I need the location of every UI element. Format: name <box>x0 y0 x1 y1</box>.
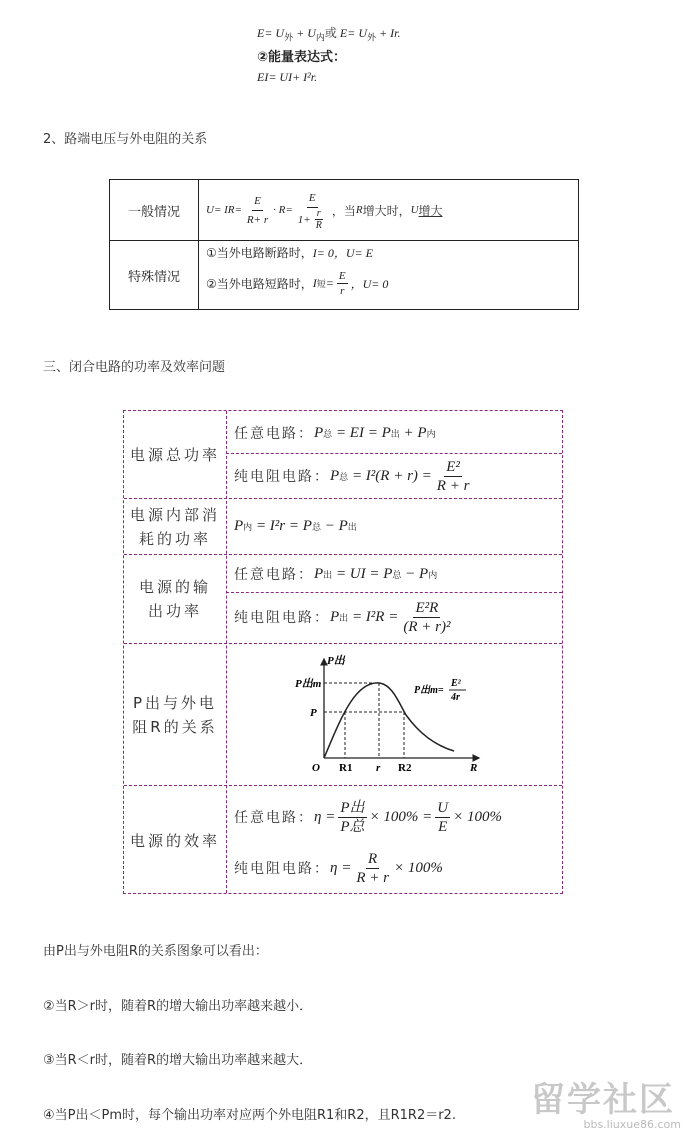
graph-p-label: P <box>310 707 317 719</box>
total-power-pure-resistor: 纯电阻电路： P 总 = I²(R + r) = $\frac{\text{E²}}{R + r}$ <box>234 458 470 494</box>
open-circuit-line: ①当外电路断路时，I= 0，U= E <box>206 246 373 260</box>
graph-pmax-label: P出m= <box>414 685 444 696</box>
output-power-any-circuit: 任意电路： P 出 = UI = P 总 − P 内 <box>234 565 438 583</box>
section-3-title: 三、闭合电路的功率及效率问题 <box>43 360 226 375</box>
row-label-general: 一般情况 <box>110 180 199 240</box>
table-row-special <box>110 241 578 309</box>
section-2-title: 2、路端电压与外电阻的关系 <box>43 132 208 147</box>
notes-intro: 由P出与外电阻R的关系图象可以看出： <box>43 944 268 959</box>
output-power-pure-resistor: 纯电阻电路： P 出 = I²R = $\frac{\text{E²R}}{\text{(R + r)²}}$ <box>234 599 451 635</box>
graph-origin: O <box>312 762 320 774</box>
graph-r: r <box>376 762 381 774</box>
graph-x-label: R <box>470 762 478 774</box>
output-power-graph <box>294 653 524 778</box>
short-circuit-line: ②当外电路短路时， I 短 = $\frac{E}{r}$ ，U= 0 <box>206 270 389 297</box>
label-total-power: 电源总功率 <box>129 445 220 464</box>
label-output-power: 电源的输出功率 <box>138 578 211 620</box>
general-formula: U= IR= $\frac{E}{R+ r}$ · R= E 1+ $\frac{r}{R}$ ，当 R 增大时， U 增大 <box>206 184 443 236</box>
watermark-url: bbs.liuxue86.com <box>583 1118 681 1131</box>
table-row-general <box>110 180 578 241</box>
efficiency-pure-resistor: 纯电阻电路： η = $\frac{R}{R + r}$ × 100% <box>234 850 443 886</box>
graph-y-label: P出 <box>327 655 345 667</box>
total-power-any-circuit: 任意电路： P 总 = EI = P 出 + P 内 <box>234 424 436 442</box>
power-efficiency-table <box>123 410 563 894</box>
note-two-resistances: ④当P出＜Pm时，每个输出功率对应两个外电阻R1和R2，且R1R2＝r2. <box>43 1108 456 1123</box>
watermark-logo: 留学社区 <box>531 1080 675 1120</box>
graph-r2: R2 <box>398 762 412 774</box>
graph-pm-label: P出m <box>295 678 322 690</box>
graph-pmax-num: E² <box>451 678 461 689</box>
energy-expression-title: ②能量表达式： <box>257 50 347 65</box>
terminal-voltage-table <box>109 179 579 310</box>
label-output-vs-resistance: P出与外电阻R的关系 <box>132 693 218 736</box>
note-r-greater-than-r: ②当R＞r时，随着R的增大输出功率越来越小． <box>43 999 313 1014</box>
graph-r1: R1 <box>339 762 353 774</box>
label-efficiency: 电源的效率 <box>129 831 220 850</box>
internal-power-formula: P 内 = I²r = P 总 − P 出 <box>234 517 357 534</box>
energy-equation: EI= UI+ I²r. <box>257 70 318 84</box>
label-internal-power: 电源内部消耗的功率 <box>130 505 221 548</box>
row-label-special: 特殊情况 <box>110 241 199 309</box>
voltage-equation: $E= U_外 + U_内$或 $E= U_外 + Ir$. <box>257 26 401 44</box>
note-r-less-than-r: ③当R＜r时，随着R的增大输出功率越来越大． <box>43 1053 313 1068</box>
efficiency-any-circuit: 任意电路： η = $\frac{\text{P出}}{\text{P总}}$ × 100% = $\frac{U}{E}$ × 100% <box>234 799 502 835</box>
graph-pmax-den: 4r <box>451 692 460 703</box>
